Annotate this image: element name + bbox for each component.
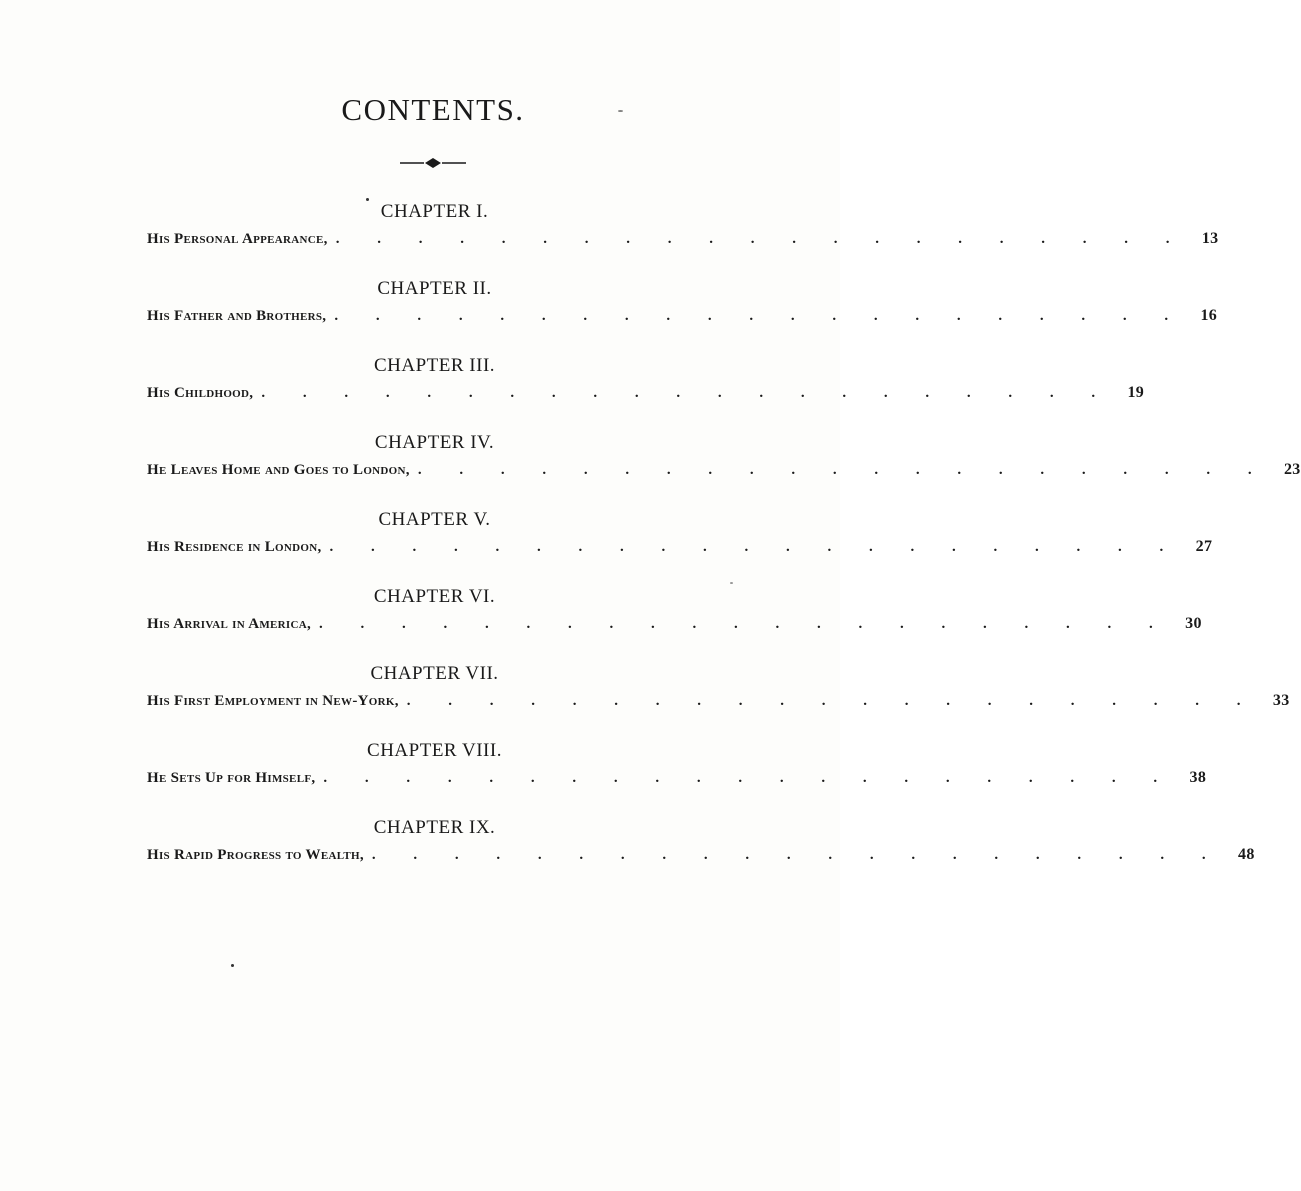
table-of-contents	[147, 196, 1301, 889]
dot-leader: . . . . . . . . . . . . . . . . . . . . .	[323, 770, 1175, 786]
toc-entry-9	[147, 812, 1255, 889]
chapter-title: He Leaves Home and Goes to London,	[147, 462, 410, 478]
chapter-title: His Personal Appearance,	[147, 231, 328, 247]
page-number: 27	[1195, 538, 1213, 555]
toc-entry-1	[147, 196, 1219, 273]
page-number: 16	[1200, 307, 1218, 324]
print-speck	[730, 582, 733, 584]
dot-leader: . . . . . . . . . . . . . . . . . . . . .	[371, 847, 1223, 863]
chapter-heading: CHAPTER V.	[378, 509, 491, 530]
page-number: 30	[1185, 615, 1202, 632]
toc-line[interactable]	[147, 230, 1219, 254]
print-speck	[366, 198, 369, 201]
toc-line[interactable]	[147, 307, 1218, 331]
ornament-divider-icon	[400, 156, 466, 170]
toc-entry-8	[147, 735, 1207, 812]
toc-line[interactable]	[147, 769, 1207, 793]
chapter-title: He Sets Up for Himself,	[147, 770, 316, 786]
toc-line[interactable]	[147, 846, 1255, 870]
chapter-heading: CHAPTER VIII.	[367, 740, 502, 761]
page-number: 33	[1272, 692, 1290, 709]
chapter-heading: CHAPTER VII.	[370, 663, 499, 684]
toc-entry-7	[147, 658, 1290, 735]
chapter-title: His First Employment in New-York,	[147, 693, 399, 709]
dot-leader: . . . . . . . . . . . . . . . . . . . . .	[406, 693, 1258, 709]
toc-entry-5	[147, 504, 1213, 581]
chapter-heading: CHAPTER II.	[377, 278, 492, 299]
toc-entry-2	[147, 273, 1218, 350]
dot-leader: . . . . . . . . . . . . . . . . . . . . .	[329, 539, 1181, 555]
toc-entry-4	[147, 427, 1301, 504]
page-title: CONTENTS.	[341, 92, 525, 127]
toc-line[interactable]	[147, 538, 1213, 562]
chapter-heading: CHAPTER I.	[380, 201, 489, 222]
chapter-title: His Arrival in America,	[147, 616, 312, 632]
dot-leader: . . . . . . . . . . . . . . . . . . . . .	[319, 616, 1170, 632]
toc-entry-6	[147, 581, 1202, 658]
page-number: 48	[1238, 846, 1255, 863]
toc-entry-3	[147, 350, 1145, 427]
page-number: 13	[1201, 230, 1219, 247]
dot-leader: . . . . . . . . . . . . . . . . . . . . .	[417, 462, 1269, 478]
chapter-title: His Father and Brothers,	[147, 308, 327, 324]
toc-line[interactable]	[147, 615, 1202, 639]
page-number: 19	[1127, 384, 1145, 401]
chapter-heading: CHAPTER III.	[373, 355, 496, 376]
dot-leader: . . . . . . . . . . . . . . . . . . . . .	[334, 308, 1186, 324]
print-speck	[231, 964, 234, 967]
toc-line[interactable]	[147, 461, 1301, 485]
chapter-heading: CHAPTER IV.	[374, 432, 495, 453]
chapter-title: His Childhood,	[147, 385, 254, 401]
print-speck	[618, 110, 623, 112]
chapter-heading: CHAPTER IX.	[373, 817, 496, 838]
dot-leader: . . . . . . . . . . . . . . . . . . . . .	[335, 231, 1187, 247]
toc-line[interactable]	[147, 384, 1145, 408]
chapter-title: His Rapid Progress to Wealth,	[147, 847, 364, 863]
dot-leader: . . . . . . . . . . . . . . . . . . . . .	[261, 385, 1113, 401]
chapter-title: His Residence in London,	[147, 539, 322, 555]
chapter-heading: CHAPTER VI.	[373, 586, 496, 607]
page-number: 38	[1189, 769, 1207, 786]
page-number: 23	[1283, 461, 1301, 478]
toc-line[interactable]	[147, 692, 1290, 716]
